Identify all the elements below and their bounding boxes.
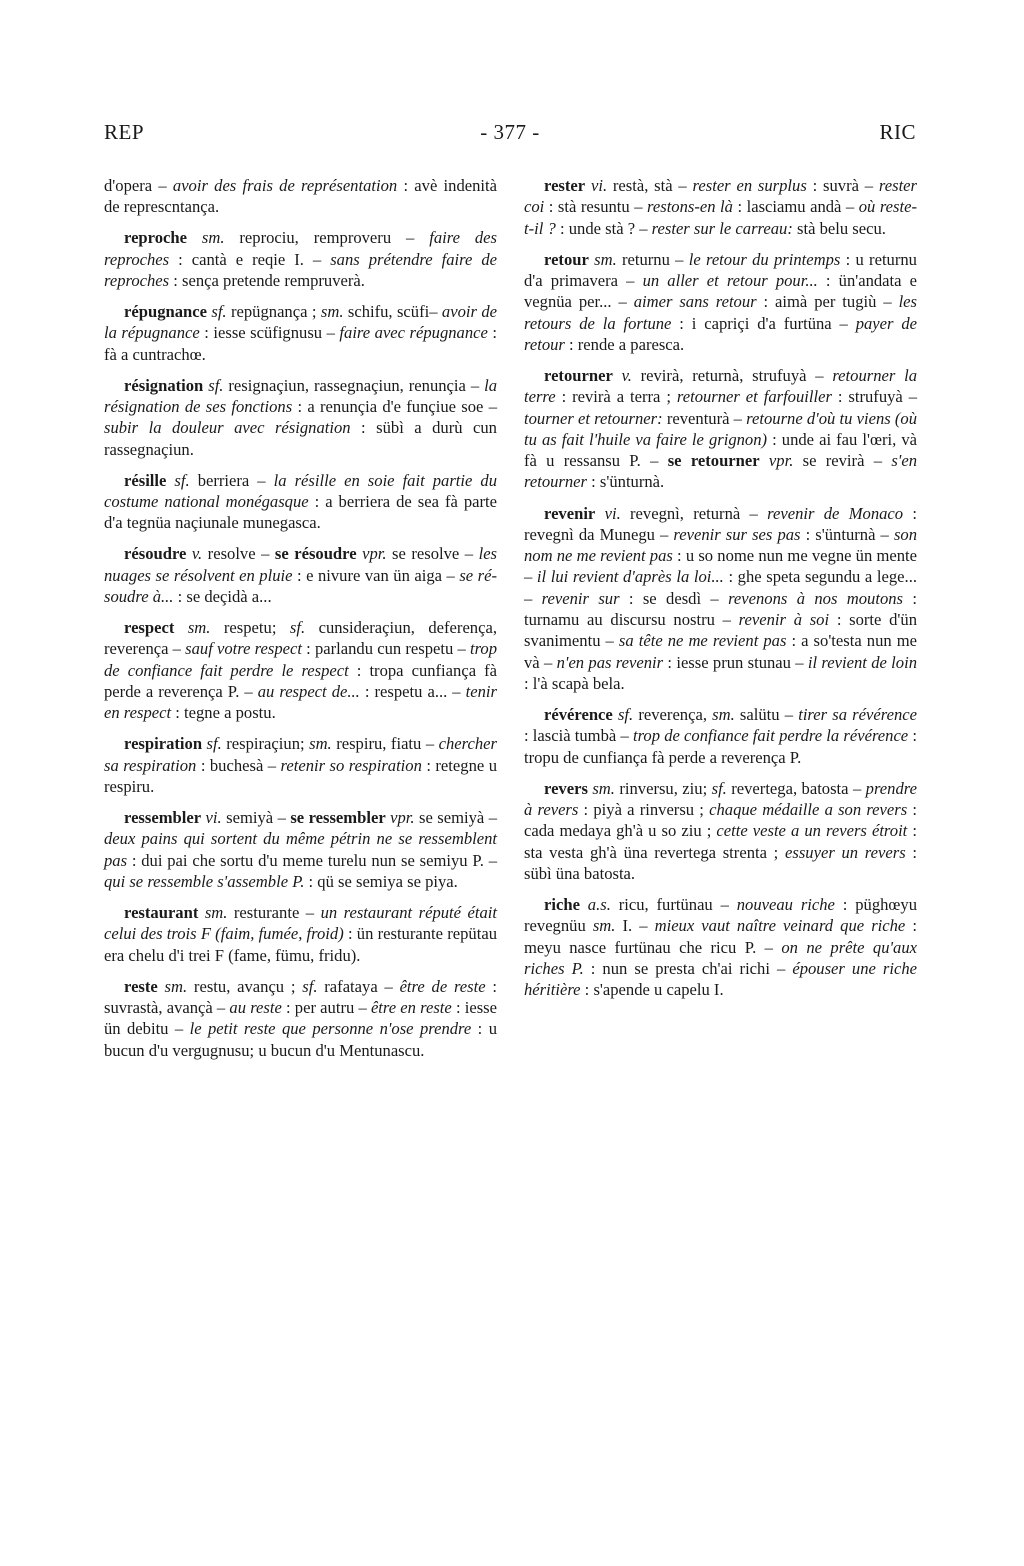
monegasque-text: d'opera –	[104, 176, 173, 195]
french-text: un restaurant réputé était celui des trois F (faim, fumée, froid)	[104, 903, 497, 944]
dictionary-entry	[104, 543, 497, 607]
french-text: la résille en soie fait partie du costume national monégasque	[104, 470, 498, 512]
french-text: deux pains qui sortent du même pétrin ne se ressemblent pas	[104, 829, 497, 870]
dictionary-entry	[524, 503, 917, 695]
french-text: avoir des frais de représentation	[172, 176, 398, 195]
french-text: mieux vaut naître veinard que riche	[654, 916, 906, 936]
guide-word-right: RIC	[879, 120, 916, 144]
monegasque-text: revirà, returnà, strufuyà –	[631, 365, 833, 385]
french-text: faire avec répugnance	[339, 323, 488, 343]
monegasque-text: : i capriçi d'a furtüna –	[671, 313, 856, 333]
dictionary-entry	[104, 301, 497, 365]
french-text: s'en retourner	[524, 451, 917, 492]
guide-word-left: REP	[104, 120, 145, 144]
french-text: la résignation de ses fonctions	[104, 375, 497, 417]
monegasque-text: : piyà a rinversu ;	[578, 800, 710, 819]
monegasque-text: : u bucun d'u vergugnusu; u bucun d'u Mentunascu.	[104, 1019, 497, 1060]
monegasque-text: : s'ünturnà –	[800, 524, 894, 544]
french-text: rester coi	[524, 176, 918, 217]
headword: riche	[544, 894, 580, 914]
headword: répugnance	[124, 302, 207, 322]
french-text: il revient de loin	[807, 652, 917, 672]
french-text: rester en surplus	[692, 176, 807, 195]
monegasque-text: : püghœyu revegnüu	[524, 894, 918, 936]
french-text: sm.	[587, 778, 615, 798]
french-text: sf.	[203, 375, 224, 395]
french-text: sf.	[612, 705, 634, 725]
monegasque-text: respiraçiun;	[221, 734, 310, 754]
french-text: revenir sur	[541, 588, 620, 608]
monegasque-text: rinversu, ziu;	[614, 778, 712, 798]
french-text: sf.	[206, 302, 227, 322]
monegasque-text: : iesse scüfignusu –	[199, 323, 340, 343]
monegasque-text: : per autru –	[281, 998, 371, 1018]
monegasque-text: : iesse ün debitu –	[104, 998, 498, 1039]
monegasque-text: : fà a cuntrachœ.	[104, 323, 498, 364]
french-text: retourner et farfouiller	[676, 387, 832, 407]
headword: résille	[124, 470, 167, 490]
monegasque-text: : ün resturante repütau era chelu d'i trei F (fame, fümu, fridu).	[104, 924, 497, 965]
monegasque-text: : cantà e reqie I. –	[169, 249, 331, 269]
headword: résignation	[124, 375, 204, 395]
dictionary-entry	[524, 894, 917, 1000]
monegasque-text: rafataya –	[317, 976, 400, 996]
monegasque-text: : iesse prun stunau –	[663, 652, 808, 672]
headword: se résoudre	[274, 544, 357, 564]
french-text: sm.	[588, 249, 617, 269]
dictionary-entry	[104, 227, 497, 291]
monegasque-text: : aimà per tugiù –	[756, 292, 899, 312]
french-text: faire des reproches	[104, 228, 497, 269]
monegasque-text: : revirà a terra ;	[555, 387, 677, 407]
french-text: restons-en là	[647, 197, 733, 217]
monegasque-text: respetu;	[210, 618, 290, 638]
headword: révérence	[544, 705, 613, 725]
monegasque-text: se semiyà –	[414, 808, 498, 828]
dictionary-entry	[104, 470, 497, 534]
headword: retour	[544, 249, 589, 269]
monegasque-text: : parlandu cun respetu –	[301, 639, 470, 659]
french-text: vi.	[595, 503, 621, 523]
monegasque-text: : a berriera de sea fà parte d'a tegnüa naçiunale munegasca.	[104, 492, 497, 533]
french-text: sm.	[186, 228, 225, 248]
monegasque-text: : sta vesta gh'à üna revertega strenta ;	[524, 821, 917, 862]
monegasque-text: cunsideraçiun, deferença, reverença –	[104, 618, 497, 659]
monegasque-text: : sübì üna batosta.	[524, 842, 917, 883]
monegasque-text: : a renunçia d'e funçiue soe –	[292, 397, 497, 417]
monegasque-text: se resolve –	[386, 544, 479, 564]
french-text: revenir de Monaco	[767, 503, 904, 523]
monegasque-text: : respetu a... –	[359, 682, 466, 702]
monegasque-text: : u returnu d'a primavera –	[524, 249, 917, 290]
monegasque-text: : s'apende u capelu I.	[580, 980, 724, 1000]
monegasque-text: berriera –	[189, 470, 274, 490]
french-text: au reste	[229, 998, 282, 1018]
french-text: subir la douleur avec résignation	[104, 418, 351, 438]
french-text: trop de confiance fait perdre le respect	[104, 639, 497, 680]
french-text: rester sur le carreau:	[651, 218, 793, 238]
headword: revers	[544, 778, 588, 798]
french-text: on ne prête qu'aux riches P.	[524, 937, 917, 978]
headword: reste	[124, 976, 158, 996]
french-text: avoir de la répugnance	[104, 302, 498, 343]
french-text: cette veste a un revers étroit	[716, 821, 908, 841]
french-text: nouveau riche	[736, 894, 835, 914]
headword: restaurant	[124, 903, 199, 923]
french-text: sm.	[712, 705, 735, 725]
french-text: sauf votre respect	[185, 639, 302, 659]
french-text: qui se ressemble s'assemble P.	[104, 871, 305, 891]
dictionary-entry	[104, 375, 497, 460]
monegasque-text: : rende a paresca.	[564, 334, 685, 354]
monegasque-text: repügnança ;	[226, 302, 321, 322]
french-text: le petit reste que personne n'ose prendre	[189, 1019, 472, 1039]
french-text: les nuages se résolvent en pluie	[104, 544, 498, 585]
monegasque-text: : tropu de cunfiança fà perde a reverença P.	[524, 726, 917, 767]
french-text: les retours de la fortune	[524, 292, 917, 333]
monegasque-text: : tegne a postu.	[171, 703, 276, 723]
monegasque-text: reverença,	[633, 705, 713, 725]
dictionary-entry	[524, 249, 917, 355]
monegasque-text: revegnì, returnà –	[620, 503, 768, 523]
french-text: v.	[186, 544, 203, 564]
french-text: sf.	[711, 778, 727, 798]
monegasque-text: se revirà –	[793, 451, 892, 471]
french-text: n'en pas revenir	[556, 652, 664, 672]
french-text: se résoudre à...	[104, 565, 498, 607]
monegasque-text: : ün'andata e vegnüa per... –	[524, 270, 918, 312]
monegasque-text: : l'à scapà bela.	[524, 673, 625, 693]
dictionary-entry	[524, 365, 917, 493]
headword: reproche	[124, 228, 187, 248]
french-text: vi.	[585, 176, 608, 195]
monegasque-text: reventurà –	[662, 408, 747, 428]
entry-continuation	[104, 175, 497, 218]
monegasque-text: : a so'testa nun me và –	[524, 631, 917, 672]
french-text: sm.	[198, 903, 228, 923]
french-text: sans prétendre faire de reproches	[104, 249, 497, 290]
headword: ressembler	[124, 808, 202, 828]
french-text: sm.	[174, 618, 211, 638]
french-text: sm.	[309, 734, 332, 754]
french-text: sf.	[289, 618, 306, 638]
dictionary-entry	[524, 778, 917, 884]
monegasque-text: revertega, batosta –	[726, 778, 866, 798]
french-text: retenir so respiration	[280, 755, 422, 775]
french-text: retourner la terre	[524, 365, 917, 407]
monegasque-text: : unde ai fau l'œri, và fà u ressansu P. –	[524, 429, 918, 471]
dictionary-entry	[104, 807, 497, 892]
monegasque-text: schifu, scüfi–	[343, 302, 442, 322]
monegasque-text: : s'ünturnà.	[587, 472, 665, 492]
french-text: sm.	[320, 302, 344, 322]
french-text: chaque médaille a son revers	[709, 800, 908, 819]
monegasque-text: : se desdì –	[619, 588, 729, 608]
french-text: être de reste	[399, 976, 486, 996]
french-text: essuyer un revers	[785, 842, 906, 862]
headword: résoudre	[124, 544, 187, 564]
headword: respect	[124, 618, 175, 638]
french-text: tourner et retourner:	[524, 408, 663, 428]
monegasque-text: : meyu nasce furtünau che ricu P. –	[524, 916, 917, 957]
french-text: revenir sur ses pas	[673, 524, 801, 544]
french-text: sm.	[592, 916, 616, 936]
french-text: tirer sa révérence	[798, 705, 917, 725]
monegasque-text: : dui pai che sortu d'u meme turelu nun se semiyu P. –	[127, 850, 497, 870]
french-text: trop de confiance fait perdre la révérence	[632, 726, 909, 746]
french-text: revenons à nos moutons	[728, 588, 904, 608]
monegasque-text: : buchesà –	[196, 755, 281, 775]
dictionary-entry	[524, 175, 917, 239]
monegasque-text: : stà resuntu –	[544, 197, 648, 217]
french-text: a.s.	[579, 894, 611, 914]
french-text: un aller et retour pour...	[642, 270, 818, 290]
monegasque-text: : qü se semiya se piya.	[304, 871, 458, 891]
monegasque-text: returnu –	[616, 249, 689, 269]
headword: retourner	[544, 365, 613, 385]
right-column	[524, 175, 917, 1010]
french-text: le retour du printemps	[688, 249, 841, 269]
monegasque-text: : tropa cunfiança fà perde a reverença P. –	[104, 660, 497, 702]
monegasque-text: resignaçiun, rassegnaçiun, renunçia –	[223, 375, 485, 395]
monegasque-text: : sença pretende rempruverà.	[169, 270, 365, 290]
headword: respiration	[124, 734, 203, 754]
monegasque-text: : ghe speta segundu a lege... –	[524, 567, 917, 608]
french-text: aimer sans retour	[633, 292, 757, 312]
french-text: il lui revient d'après la loi...	[536, 567, 724, 587]
left-column	[104, 175, 497, 1071]
monegasque-text: restà, stà –	[607, 176, 693, 195]
page-number: - 377 -	[480, 120, 540, 144]
french-text: épouser une riche héritière	[524, 958, 917, 1000]
french-text: chercher sa respiration	[104, 734, 497, 775]
french-text: vpr.	[759, 451, 794, 471]
monegasque-text: resturante –	[227, 903, 321, 923]
monegasque-text: : nun se presta ch'ai richi –	[583, 958, 793, 978]
monegasque-text: ricu, furtünau –	[610, 894, 737, 914]
monegasque-text: respiru, fiatu –	[331, 734, 439, 754]
monegasque-text: restu, avançu ;	[187, 976, 303, 996]
monegasque-text: : sorte d'ün svanimentu –	[524, 610, 918, 651]
headword: rester	[544, 176, 586, 195]
monegasque-text: : revegnì da Munegu –	[524, 503, 918, 544]
monegasque-text: : avè indenità de represcntança.	[104, 176, 497, 217]
monegasque-text: : retegne u respiru.	[104, 755, 497, 796]
headword: se ressembler	[290, 808, 386, 828]
french-text: vpr.	[385, 808, 415, 828]
monegasque-text: salütu –	[734, 705, 799, 725]
french-text: son nom ne me revient pas	[524, 524, 917, 566]
monegasque-text: : suvrastà, avançà –	[104, 976, 497, 1018]
monegasque-text: stà belu secu.	[792, 218, 886, 238]
french-text: sf.	[202, 734, 222, 754]
french-text: au respect de...	[257, 682, 360, 702]
monegasque-text: : u so nome nun me vegne ün mente –	[524, 546, 918, 587]
monegasque-text: : unde stà ? –	[555, 218, 652, 238]
headword: se retourner	[667, 451, 760, 471]
dictionary-entry	[104, 617, 497, 723]
monegasque-text: : turnamu au discursu nostru –	[524, 588, 917, 630]
dictionary-entry	[104, 902, 497, 966]
french-text: vpr.	[356, 544, 387, 564]
french-text: être en reste	[370, 998, 452, 1018]
monegasque-text: : cada medaya gh'à u so ziu ;	[524, 800, 917, 841]
french-text: prendre à revers	[524, 778, 917, 819]
french-text: sa tête ne me revient pas	[618, 631, 787, 651]
french-text: v.	[612, 365, 632, 385]
french-text: revenir à soi	[738, 610, 830, 630]
dictionary-entry	[104, 976, 497, 1061]
monegasque-text: semiyà –	[221, 808, 291, 828]
monegasque-text: : sübì a durù cun rassegnaçiun.	[104, 418, 497, 459]
french-text: tenir en respect	[104, 682, 497, 723]
french-text: où reste-t-il ?	[524, 197, 918, 238]
monegasque-text: : e nivure van ün aiga –	[292, 565, 460, 585]
monegasque-text: : suvrà –	[806, 176, 879, 195]
french-text: vi.	[201, 808, 222, 828]
french-text: sf.	[302, 976, 318, 996]
monegasque-text: : strufuyà –	[831, 387, 918, 407]
monegasque-text: : lasciamu andà –	[732, 197, 859, 217]
dictionary-entry	[104, 733, 497, 797]
french-text: sm.	[157, 976, 188, 996]
french-text: retourne d'où tu viens (où tu as fait l'huile va faire le grignon)	[524, 408, 918, 449]
monegasque-text: reprociu, remproveru –	[224, 228, 430, 248]
dictionary-entry	[524, 704, 917, 768]
monegasque-text: : se deçidà a...	[173, 587, 272, 607]
french-text: sf.	[166, 470, 190, 490]
monegasque-text: : lascià tumbà –	[524, 726, 633, 746]
monegasque-text: resolve –	[202, 544, 275, 564]
french-text: payer de retour	[524, 313, 918, 354]
running-head	[104, 120, 916, 150]
headword: revenir	[544, 503, 596, 523]
monegasque-text: I. –	[615, 916, 655, 936]
